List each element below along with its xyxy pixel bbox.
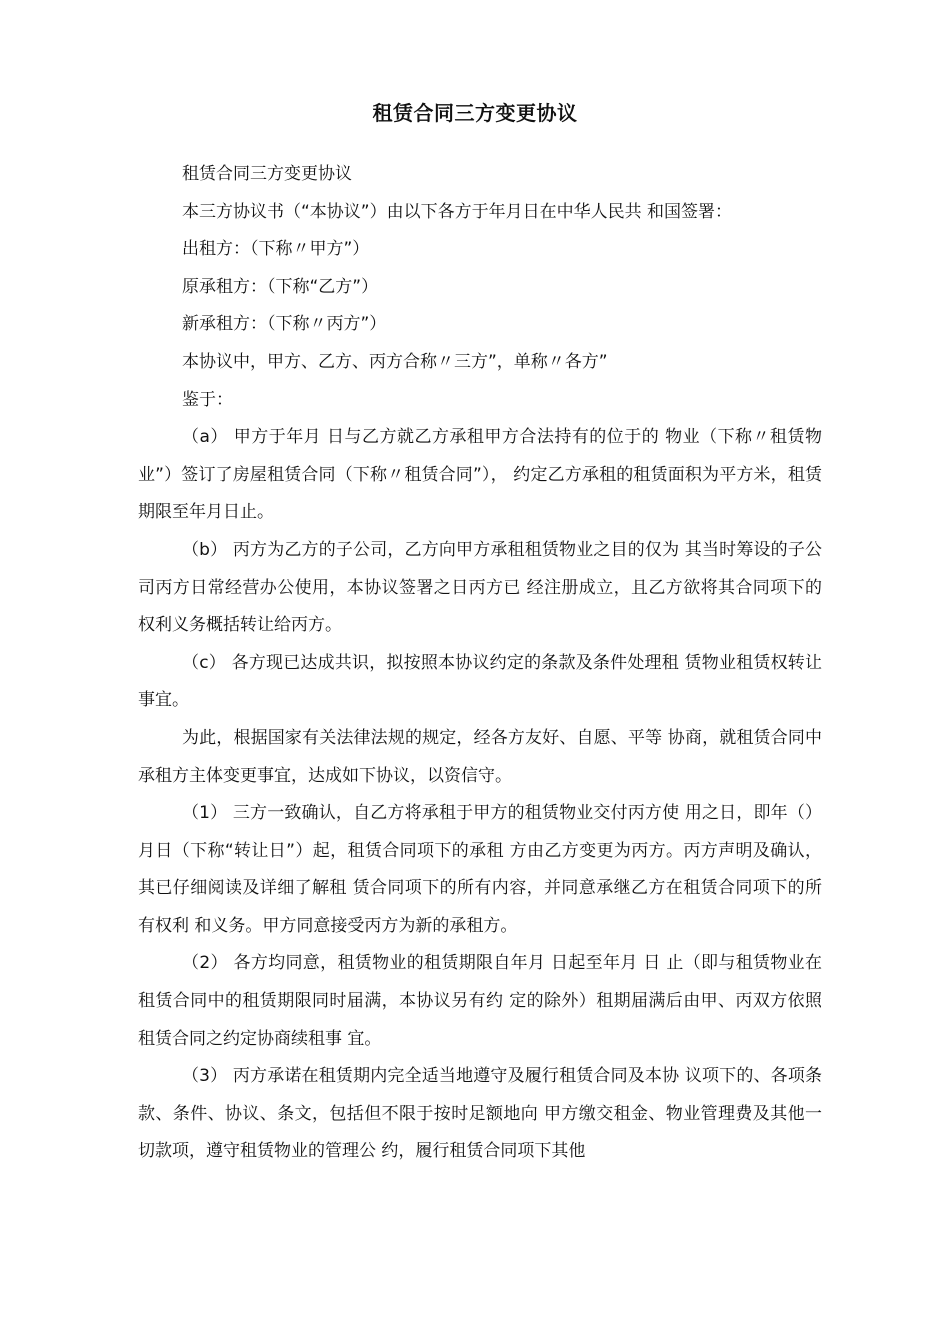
subtitle-line: 租赁合同三方变更协议	[182, 164, 352, 184]
clause-1: （1） 三方一致确认，自乙方将承租于甲方的租赁物业交付丙方使 用之日，即年（）月日（下称“转让日”）起，租赁合同项下的承租 方由乙方变更为丙方。丙方声明及确认，其已仔细阅读及详细了解租 赁合同项下的所有内容，并同意承继乙方在租赁合同项下的所有权利 和义务。甲方同意接受丙方为新的承租方。	[138, 803, 822, 936]
preamble-paragraph: 为此，根据国家有关法律法规的规定，经各方友好、自愿、平等 协商，就租赁合同中承租方主体变更事宜，达成如下协议，以资信守。	[138, 727, 822, 786]
lessor-line: 出租方：（下称〃甲方”）	[182, 239, 370, 260]
new-lessee-line: 新承租方：（下称〃丙方”）	[182, 314, 387, 335]
document-title: 租赁合同三方变更协议	[372, 101, 578, 125]
agreement-intro-line: 本三方协议书（“本协议”）由以下各方于年月日在中华人民共 和国签署：	[182, 201, 733, 222]
recital-b: （b） 丙方为乙方的子公司，乙方向甲方承租租赁物业之目的仅为 其当时筹设的子公司丙方日常经营办公使用，本协议签署之日丙方已 经注册成立，且乙方欲将其合同项下的权利义务概括转让给丙方。	[138, 539, 822, 636]
clause-3: （3） 丙方承诺在租赁期内完全适当地遵守及履行租赁合同及本协 议项下的、各项条款、条件、协议、条文，包括但不限于按时足额地向 甲方缴交租金、物业管理费及其他一切款项，遵守租赁物业的管理公 约，履行租赁合同项下其他	[138, 1066, 822, 1162]
document-body	[138, 156, 822, 1171]
clause-2: （2） 各方均同意，租赁物业的租赁期限自年月 日起至年月 日 止（即与租赁物业在租赁合同中的租赁期限同时届满，本协议另有约 定的除外）租期届满后由甲、丙双方依照租赁合同之约定协商续租事 宜。	[138, 953, 822, 1049]
recital-a: （a） 甲方于年月 日与乙方就乙方承租甲方合法持有的位于的 物业（下称〃租赁物业”）签订了房屋租赁合同（下称〃租赁合同”）， 约定乙方承租的租赁面积为平方米，租赁期限至年月日止。	[138, 427, 822, 523]
whereas-heading: 鉴于：	[182, 389, 233, 410]
parties-definition-line: 本协议中，甲方、乙方、丙方合称〃三方”，单称〃各方”	[182, 351, 608, 372]
original-lessee-line: 原承租方：（下称“乙方”）	[182, 276, 379, 297]
recital-c: （c） 各方现已达成共识，拟按照本协议约定的条款及条件处理租 赁物业租赁权转让事宜。	[138, 652, 822, 711]
